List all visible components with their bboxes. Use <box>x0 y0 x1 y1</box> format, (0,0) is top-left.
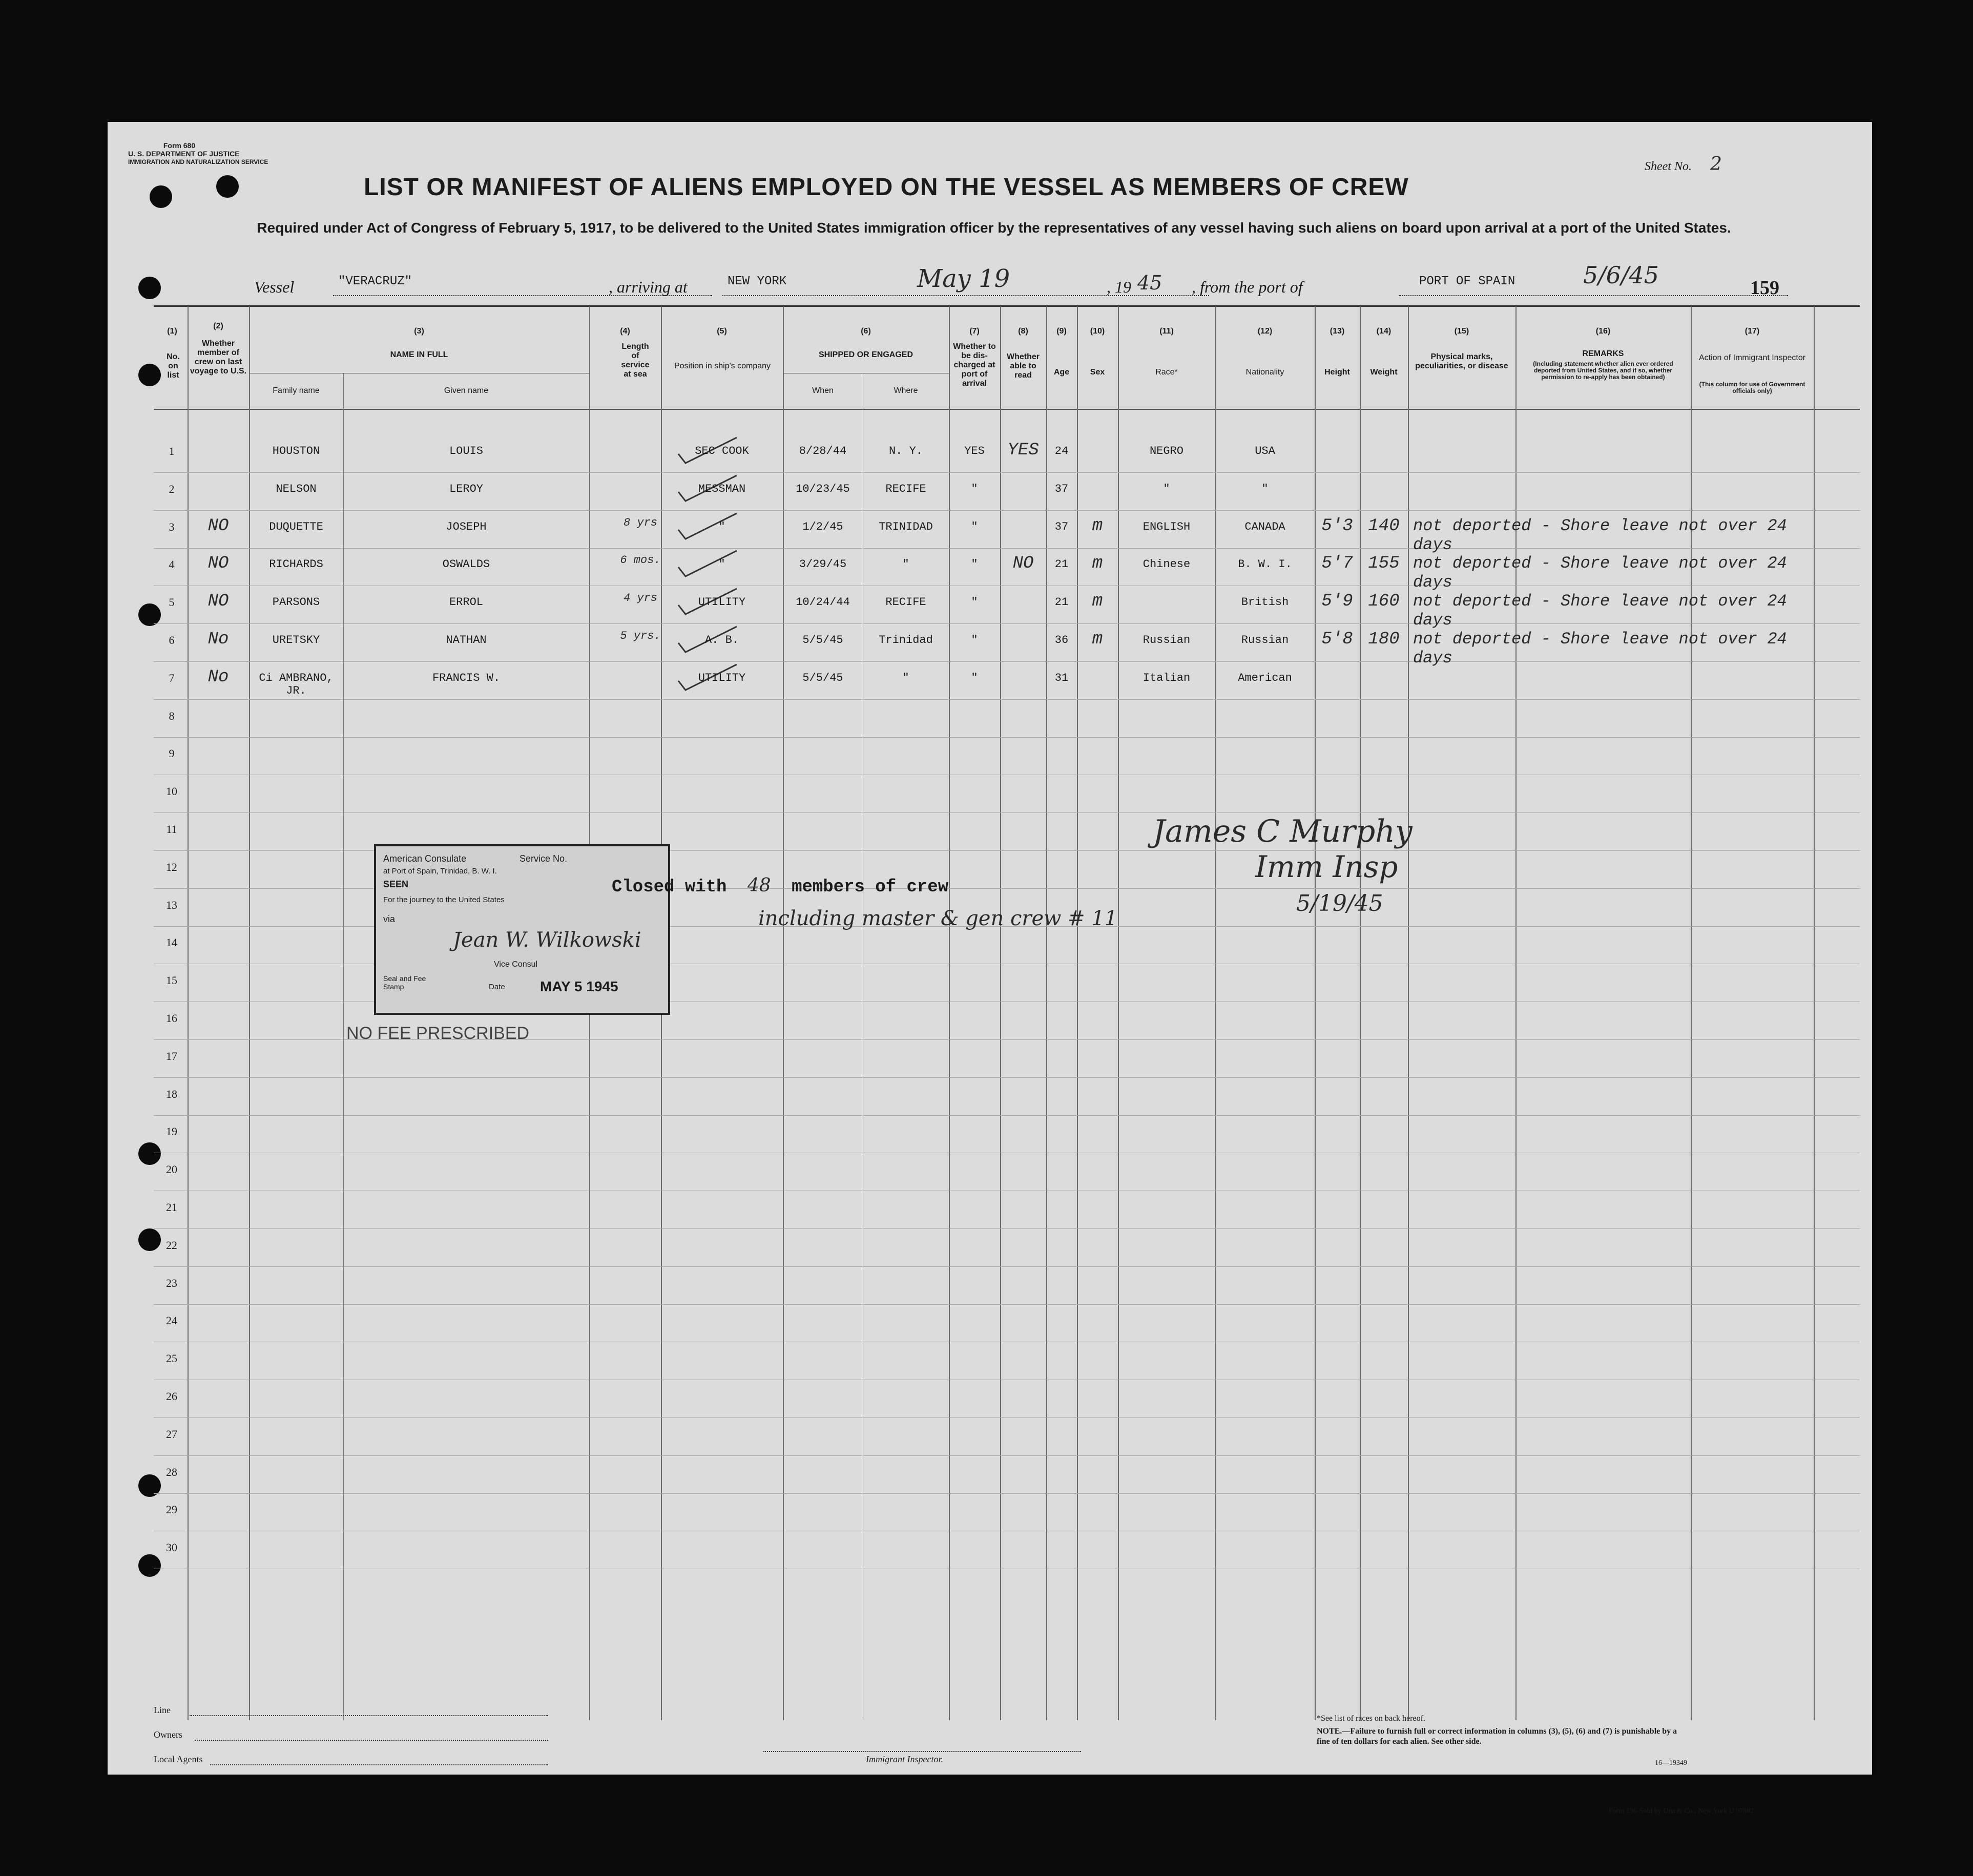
header-position: Position in ship's company <box>674 362 771 370</box>
cell-when: 5/5/45 <box>802 672 843 684</box>
row-number: 23 <box>166 1277 177 1289</box>
cell-where: TRINIDAD <box>879 520 933 533</box>
cell-given: JOSEPH <box>446 520 487 533</box>
cell-nationality: USA <box>1255 445 1275 457</box>
cell-discharged: YES <box>964 445 985 457</box>
stamp-date-label: Date <box>489 983 505 991</box>
stamp-seal: Seal and Fee Stamp <box>383 974 426 991</box>
closed-count: 48 <box>747 875 771 896</box>
cell-sex: m <box>1092 516 1103 536</box>
punch-hole <box>138 1228 161 1251</box>
cell-weight: 140 <box>1368 516 1400 536</box>
header-race: Race* <box>1155 368 1178 377</box>
cell-where: RECIFE <box>885 483 926 495</box>
page-subtitle: Required under Act of Congress of February 5, 1917, to be delivered to the United States immigration officer by the representatives of any vessel having such aliens on board upon arrival at a port of the United States. <box>257 220 1731 236</box>
cell-position: " <box>718 558 725 571</box>
cell-weight: 160 <box>1368 592 1400 611</box>
department: U. S. DEPARTMENT OF JUSTICE <box>128 150 240 158</box>
closed-prefix: Closed with <box>612 878 727 897</box>
cell-race: NEGRO <box>1149 445 1183 457</box>
cell-last: NO <box>207 554 229 573</box>
row-number: 10 <box>166 785 177 798</box>
row-number: 21 <box>166 1201 177 1214</box>
row-number: 17 <box>166 1050 177 1062</box>
punch-hole <box>138 364 161 386</box>
inspector-title: Imm Insp <box>1255 849 1398 884</box>
header-action: Action of Immigrant Inspector <box>1698 353 1806 362</box>
cell-given: OSWALDS <box>442 558 490 571</box>
col-divider <box>1814 306 1815 1720</box>
stamp-via: via <box>383 914 396 924</box>
col-divider <box>1046 306 1047 1720</box>
footer-code: 16—19349 <box>1655 1759 1687 1767</box>
header-discharged: Whether to be dis-charged at port of arrival <box>953 342 996 388</box>
col-num: (17) <box>1744 327 1760 336</box>
col-num: (1) <box>167 327 177 336</box>
cell-nationality: American <box>1238 672 1292 684</box>
row-number: 29 <box>166 1503 177 1516</box>
cell-position: A. B. <box>704 634 739 647</box>
header-family-name: Family name <box>273 386 320 395</box>
row-number: 14 <box>166 936 177 949</box>
header-remarks: REMARKS <box>1582 349 1624 358</box>
cell-discharged: " <box>971 672 978 684</box>
row-rule <box>154 812 1860 813</box>
table-top-border <box>154 305 1860 307</box>
cell-family: URETSKY <box>272 634 320 647</box>
col-num: (9) <box>1056 327 1067 336</box>
cell-given: NATHAN <box>446 634 487 647</box>
cell-age: 24 <box>1054 445 1069 457</box>
cell-given: LOUIS <box>449 445 483 457</box>
row-number: 8 <box>169 710 175 722</box>
cell-last: No <box>207 630 229 649</box>
col-num: (3) <box>414 327 424 336</box>
col-divider <box>949 306 950 1720</box>
cell-last: No <box>207 668 229 687</box>
no-fee-stamp: NO FEE PRESCRIBED <box>346 1024 530 1043</box>
form-agency-block <box>128 141 268 166</box>
cell-where: N. Y. <box>888 445 923 457</box>
punch-hole <box>138 1142 161 1165</box>
cell-age: 21 <box>1054 596 1069 609</box>
row-number: 26 <box>166 1390 177 1403</box>
punch-hole <box>150 185 172 208</box>
col-divider <box>1000 306 1001 1720</box>
header-weight: Weight <box>1370 368 1398 377</box>
arrival-port: NEW YORK <box>728 275 787 288</box>
col-num: (8) <box>1018 327 1028 336</box>
cell-discharged: " <box>971 634 978 647</box>
cell-when: 1/2/45 <box>802 520 843 533</box>
punch-hole <box>138 603 161 626</box>
header-shipped: SHIPPED OR ENGAGED <box>818 350 913 359</box>
stamp-location: at Port of Spain, Trinidad, B. W. I. <box>383 867 497 876</box>
col-divider <box>1215 306 1216 1720</box>
header-no-on-list: No. on list <box>167 352 180 380</box>
stamp-title: Vice Consul <box>494 960 538 969</box>
row-number: 12 <box>166 861 177 873</box>
sheet-number: 2 <box>1710 154 1722 175</box>
vessel-label: Vessel <box>254 278 295 296</box>
col-num: (5) <box>717 327 727 336</box>
row-rule <box>154 737 1860 738</box>
inspector-signature: James C Murphy <box>1153 814 1413 849</box>
row-rule <box>154 1228 1860 1229</box>
stamp-date: MAY 5 1945 <box>540 978 618 994</box>
header-when: When <box>812 386 834 395</box>
cell-position: MESSMAN <box>698 483 746 495</box>
cell-race: Italian <box>1143 672 1191 684</box>
row-rule <box>154 1455 1860 1456</box>
row-rule <box>154 699 1860 700</box>
footer-agents-field <box>210 1764 548 1765</box>
from-underline <box>1399 295 1788 296</box>
arrival-underline <box>722 295 1209 296</box>
row-rule <box>154 1266 1860 1267</box>
cell-height: 5'8 <box>1321 630 1353 649</box>
cell-service: 4 yrs <box>623 592 657 605</box>
service: IMMIGRATION AND NATURALIZATION SERVICE <box>128 158 268 165</box>
arriving-label: , arriving at <box>609 278 688 296</box>
cell-height: 5'9 <box>1321 592 1353 611</box>
header-given-name: Given name <box>444 386 489 395</box>
row-number: 25 <box>166 1352 177 1365</box>
page-title: LIST OR MANIFEST OF ALIENS EMPLOYED ON THE VESSEL AS MEMBERS OF CREW <box>364 174 1409 201</box>
header-able-read: Whether able to read <box>1007 352 1040 380</box>
cell-when: 3/29/45 <box>799 558 847 571</box>
from-label: , from the port of <box>1192 278 1303 296</box>
cell-sex: m <box>1092 592 1103 611</box>
col-num: (14) <box>1376 327 1392 336</box>
cell-when: 10/24/44 <box>796 596 850 609</box>
cell-race: ENGLISH <box>1143 520 1191 533</box>
col-num: (13) <box>1330 327 1345 336</box>
col-num: (6) <box>861 327 871 336</box>
cell-given: FRANCIS W. <box>432 672 501 684</box>
cell-family: Ci AMBRANO, JR. <box>259 672 334 697</box>
cell-service: 8 yrs <box>623 516 657 529</box>
sheet-number-label <box>1645 154 1722 175</box>
row-number: 16 <box>166 1012 177 1025</box>
footer-races-note: *See list of races on back hereof. <box>1317 1714 1425 1723</box>
row-number: 28 <box>166 1466 177 1478</box>
row-number: 1 <box>169 445 175 457</box>
footer-owners-label: Owners <box>154 1729 182 1740</box>
cell-nationality: Russian <box>1241 634 1289 647</box>
cell-race: " <box>1163 483 1170 495</box>
cell-remarks: not deported - Shore leave not over 24 days <box>1413 554 1787 592</box>
header-sex: Sex <box>1090 368 1105 377</box>
closed-suffix: members of crew <box>792 878 949 897</box>
cell-service: 6 mos. <box>620 554 661 567</box>
sheet-label: Sheet No. <box>1645 160 1692 173</box>
header-age: Age <box>1053 368 1070 377</box>
from-date: 5/6/45 <box>1583 261 1659 289</box>
footer-inspector-field <box>763 1751 1081 1752</box>
col-num: (12) <box>1257 327 1273 336</box>
from-port: PORT OF SPAIN <box>1419 275 1515 288</box>
cell-when: 5/5/45 <box>802 634 843 647</box>
cell-height: 5'3 <box>1321 516 1353 536</box>
cell-race: Chinese <box>1143 558 1191 571</box>
cell-where: " <box>902 558 909 571</box>
cell-position: SEC COOK <box>695 445 749 457</box>
cell-age: 21 <box>1054 558 1069 571</box>
cell-family: RICHARDS <box>269 558 323 571</box>
cell-family: NELSON <box>276 483 317 495</box>
manifest-sheet <box>108 122 1872 1815</box>
row-number: 18 <box>166 1088 177 1100</box>
year-value: 45 <box>1137 272 1162 294</box>
cell-discharged: " <box>971 520 978 533</box>
header-name-in-full: NAME IN FULL <box>390 350 448 359</box>
row-number: 9 <box>169 747 175 760</box>
form-number: Form 680 <box>163 141 196 150</box>
col-num: (7) <box>969 327 980 336</box>
row-rule <box>154 510 1860 511</box>
vessel-name: "VERACRUZ" <box>338 275 412 288</box>
col-divider <box>1408 306 1409 1720</box>
row-number: 13 <box>166 899 177 911</box>
cell-nationality: B. W. I. <box>1238 558 1292 571</box>
row-number: 7 <box>169 672 175 684</box>
cell-when: 8/28/44 <box>799 445 847 457</box>
cell-nationality: British <box>1241 596 1289 609</box>
col-divider <box>249 306 250 1720</box>
header-where: Where <box>894 386 918 395</box>
footer-line-field <box>190 1715 548 1716</box>
footer-printer: Form 136-Sold by Una & Co., New York U 97882 <box>1609 1807 1754 1815</box>
row-rule <box>154 1077 1860 1078</box>
row-rule <box>154 1115 1860 1116</box>
row-number: 20 <box>166 1163 177 1176</box>
col-num: (10) <box>1090 327 1105 336</box>
consulate-stamp <box>374 844 670 1015</box>
header-physical-marks: Physical marks, peculiarities, or disease <box>1415 352 1508 370</box>
header-action-note: (This column for use of Government officials only) <box>1699 381 1805 394</box>
col-num: (11) <box>1159 327 1174 336</box>
cell-nationality: " <box>1261 483 1269 495</box>
stamped-page-number: 159 <box>1750 277 1779 299</box>
cell-age: 37 <box>1054 520 1069 533</box>
header-height: Height <box>1324 368 1350 377</box>
cell-remarks: not deported - Shore leave not over 24 days <box>1413 592 1787 630</box>
row-rule <box>154 1493 1860 1494</box>
header-last-voyage: Whether member of crew on last voyage to U.S. <box>190 339 247 376</box>
cell-nationality: CANADA <box>1244 520 1285 533</box>
cell-remarks: not deported - Shore leave not over 24 days <box>1413 630 1787 668</box>
cell-last: NO <box>207 592 229 611</box>
cell-remarks: not deported - Shore leave not over 24 days <box>1413 516 1787 554</box>
cell-where: " <box>902 672 909 684</box>
stamp-consulate: American Consulate <box>383 853 467 864</box>
header-nationality: Nationality <box>1245 368 1284 377</box>
cell-when: 10/23/45 <box>796 483 850 495</box>
cell-sex: m <box>1092 554 1103 573</box>
col-num: (4) <box>620 327 630 336</box>
cell-age: 31 <box>1054 672 1069 684</box>
stamp-signature: Jean W. Wilkowski <box>453 928 641 952</box>
cell-weight: 180 <box>1368 630 1400 649</box>
punch-hole <box>216 175 239 198</box>
cell-discharged: " <box>971 483 978 495</box>
cell-sex: m <box>1092 630 1103 649</box>
row-number: 22 <box>166 1239 177 1252</box>
cell-read: YES <box>1007 441 1039 460</box>
year-label: , 19 <box>1107 278 1131 296</box>
punch-hole <box>138 1554 161 1577</box>
row-number: 6 <box>169 634 175 647</box>
cell-race: Russian <box>1143 634 1191 647</box>
arrival-date: May 19 <box>917 264 1010 293</box>
header-remarks-note: (Including statement whether alien ever ordered deported from United States, and if so, whether permission to re-apply has been obtained) <box>1533 360 1673 381</box>
col-num: (2) <box>213 322 223 330</box>
cell-given: ERROL <box>449 596 483 609</box>
cell-discharged: " <box>971 596 978 609</box>
row-number: 27 <box>166 1428 177 1441</box>
cell-age: 37 <box>1054 483 1069 495</box>
row-number: 2 <box>169 483 175 495</box>
col-divider <box>1118 306 1119 1720</box>
punch-hole <box>138 277 161 299</box>
row-number: 11 <box>166 823 177 836</box>
cell-last: NO <box>207 516 229 536</box>
footer-line-label: Line <box>154 1705 171 1715</box>
row-rule <box>154 1304 1860 1305</box>
footer-agents-label: Local Agents <box>154 1754 203 1764</box>
cell-discharged: " <box>971 558 978 571</box>
cell-family: DUQUETTE <box>269 520 323 533</box>
row-number: 3 <box>169 520 175 533</box>
stamp-seen: SEEN <box>383 879 409 889</box>
row-number: 4 <box>169 558 175 571</box>
row-number: 5 <box>169 596 175 609</box>
cell-read: NO <box>1012 554 1034 573</box>
cell-weight: 155 <box>1368 554 1400 573</box>
table-header-bottom <box>154 409 1860 410</box>
cell-position: UTILITY <box>698 596 746 609</box>
row-rule <box>154 472 1860 473</box>
cell-position: UTILITY <box>698 672 746 684</box>
closed-note: including master & gen crew # 11 <box>758 907 1118 930</box>
inspector-date: 5/19/45 <box>1296 890 1383 916</box>
cell-age: 36 <box>1054 634 1069 647</box>
col-divider <box>783 306 784 1720</box>
col-num: (15) <box>1454 327 1469 336</box>
row-number: 15 <box>166 974 177 987</box>
cell-family: HOUSTON <box>272 445 320 457</box>
header-length-service: Length of service at sea <box>621 342 650 379</box>
row-number: 30 <box>166 1541 177 1554</box>
footer-inspector-label: Immigrant Inspector. <box>866 1754 943 1764</box>
closed-statement <box>612 875 948 897</box>
col-num: (16) <box>1595 327 1611 336</box>
cell-given: LEROY <box>449 483 483 495</box>
col-subdivider <box>343 373 344 1720</box>
footer-note: NOTE.—Failure to furnish full or correct information in columns (3), (5), (6) and (7) is punishable by a fine of ten dollars for each alien. See other side. <box>1317 1727 1677 1746</box>
row-number: 19 <box>166 1125 177 1138</box>
footer-owners-field <box>195 1740 548 1741</box>
row-number: 24 <box>166 1314 177 1327</box>
cell-family: PARSONS <box>272 596 320 609</box>
stamp-journey: For the journey to the United States <box>383 895 505 904</box>
stamp-service-no: Service No. <box>520 853 568 864</box>
cell-where: RECIFE <box>885 596 926 609</box>
cell-height: 5'7 <box>1321 554 1353 573</box>
cell-service: 5 yrs. <box>620 630 661 642</box>
cell-position: " <box>718 520 725 533</box>
cell-where: Trinidad <box>879 634 933 647</box>
